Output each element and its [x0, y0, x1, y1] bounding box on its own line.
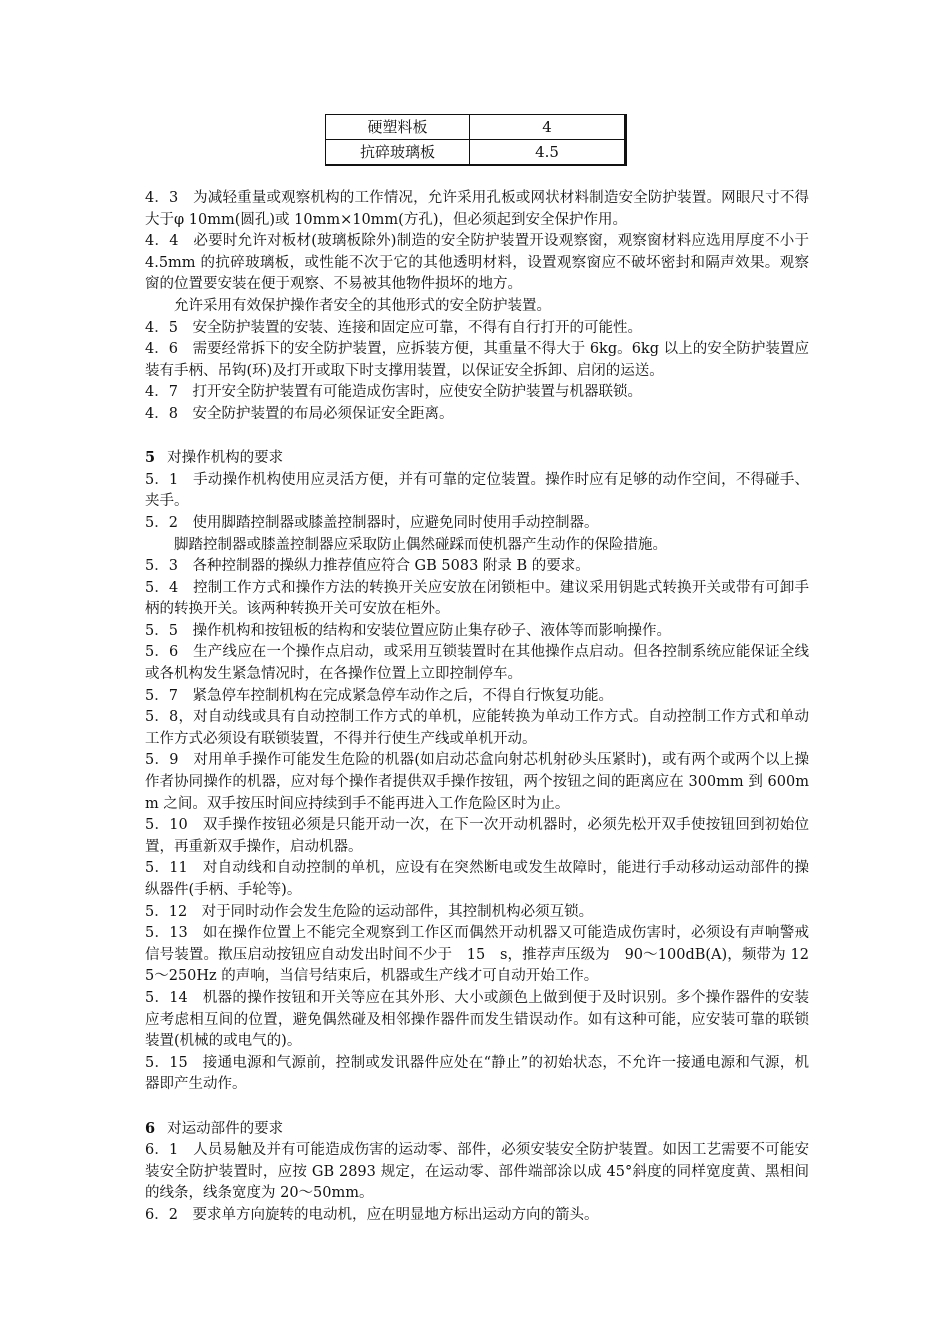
- material-thickness-table: [325, 114, 627, 166]
- clause-4-4: 4．4 必要时允许对板材(玻璃板除外)制造的安全防护装置开设观察窗，观察窗材料应选用厚度不小于 4.5mm 的抗碎玻璃板，或性能不次于它的其他透明材料，设置观察窗应不破坏密封和隔声效果。观察窗的位置要安装在便于观察、不易被其他物件损坏的地方。: [145, 233, 809, 293]
- section-title: 对运动部件的要求: [167, 1120, 284, 1137]
- clause-5-12: 5．12 对于同时动作会发生危险的运动部件，其控制机构必须互锁。: [145, 903, 594, 920]
- clause-4-4-note: 允许采用有效保护操作者安全的其他形式的安全防护装置。: [174, 297, 551, 314]
- clause-5-13: 5．13 如在操作位置上不能完全观察到工作区而偶然开动机器又可能造成伤害时，必须设有声响警戒信号装置。揿压启动按钮应自动发出时间不少于 15 s，推荐声压级为 90～100dB(A)，频带为 125～250Hz 的声响，当信号结束后，机器或生产线才可自动开始工作。: [145, 925, 809, 985]
- clause-5-2: 5．2 使用脚踏控制器或膝盖控制器时，应避免同时使用手动控制器。: [145, 514, 599, 531]
- clause-5-4: 5．4 控制工作方式和操作方法的转换开关应安放在闭锁柜中。建议采用钥匙式转换开关或带有可卸手柄的转换开关。该两种转换开关可安放在柜外。: [145, 579, 809, 618]
- clause-5-1: 5．1 手动操作机构使用应灵活方便，并有可靠的定位装置。操作时应有足够的动作空间，不得碰手、夹手。: [145, 471, 809, 510]
- table-row: [326, 115, 626, 140]
- clause-5-15: 5．15 接通电源和气源前，控制或发讯器件应处在“静止”的初始状态，不允许一接通电源和气源，机器即产生动作。: [145, 1054, 809, 1093]
- clause-5-9: 5．9 对用单手操作可能发生危险的机器(如启动芯盒向射芯机射砂头压紧时)，或有两个或两个以上操作者协同操作的机器，应对每个操作者提供双手操作按钮，两个按钮之间的距离应在 300mm 到 600mm 之间。双手按压时间应持续到手不能再进入工作危险区时为止。: [145, 752, 809, 812]
- section-title: 对操作机构的要求: [167, 450, 284, 467]
- clause-4-8: 4．8 安全防护装置的布局必须保证安全距离。: [145, 405, 454, 422]
- table-cell-value: 4: [470, 115, 626, 140]
- table-row: [326, 140, 626, 166]
- clause-5-3: 5．3 各种控制器的操纵力推荐值应符合 GB 5083 附录 B 的要求。: [145, 558, 590, 575]
- clause-4-6: 4．6 需要经常拆下的安全防护装置，应拆装方便，其重量不得大于 6kg。6kg 以上的安全防护装置应装有手柄、吊钩(环)及打开或取下时支撑用装置，以保证安全拆卸、启闭的运送。: [145, 341, 809, 379]
- clause-5-11: 5．11 对自动线和自动控制的单机，应设有在突然断电或发生故障时，能进行手动移动运动部件的操纵器件(手柄、手轮等)。: [145, 860, 809, 898]
- clause-4-7: 4．7 打开安全防护装置有可能造成伤害时，应使安全防护装置与机器联锁。: [145, 384, 642, 401]
- clause-5-2-note: 脚踏控制器或膝盖控制器应采取防止偶然碰踩而使机器产生动作的保险措施。: [174, 536, 667, 553]
- table-cell-material: 抗碎玻璃板: [326, 140, 470, 166]
- section-5-heading: [145, 447, 809, 470]
- clause-5-5: 5．5 操作机构和按钮板的结构和安装位置应防止集存砂子、液体等而影响操作。: [145, 622, 671, 639]
- table-cell-material: 硬塑料板: [326, 115, 470, 140]
- document-body: [145, 188, 809, 1227]
- clause-5-8: 5．8，对自动线或具有自动控制工作方式的单机，应能转换为单动工作方式。自动控制工作方式和单动工作方式必须设有联锁装置，不得并行使生产线或单机开动。: [145, 709, 809, 747]
- clause-5-14: 5．14 机器的操作按钮和开关等应在其外形、大小或颜色上做到便于及时识别。多个操作器件的安装应考虑相互间的位置，避免偶然碰及相邻操作器件而发生错误动作。如有这种可能，应安装可靠的联锁装置(机械的或电气的)。: [145, 989, 809, 1050]
- clause-5-10: 5．10 双手操作按钮必须是只能开动一次，在下一次开动机器时，必须先松开双手使按钮回到初始位置，再重新双手操作，启动机器。: [145, 817, 809, 855]
- clause-4-3: 4．3 为减轻重量或观察机构的工作情况，允许采用孔板或网状材料制造安全防护装置。网眼尺寸不得大于φ 10mm(圆孔)或 10mm×10mm(方孔)，但必须起到安全保护作用。: [145, 190, 809, 228]
- table-cell-value: 4.5: [470, 140, 626, 166]
- section-number: 6: [145, 1119, 156, 1137]
- clause-5-6: 5．6 生产线应在一个操作点启动，或采用互锁装置时在其他操作点启动。但各控制系统应能保证全线或各机构发生紧急情况时，在各操作位置上立即控制停车。: [145, 644, 809, 683]
- clause-5-7: 5．7 紧急停车控制机构在完成紧急停车动作之后，不得自行恢复功能。: [145, 687, 613, 704]
- section-number: 5: [145, 449, 156, 467]
- section-6-heading: [145, 1118, 809, 1141]
- clause-4-5: 4．5 安全防护装置的安装、连接和固定应可靠，不得有自行打开的可能性。: [145, 319, 642, 336]
- clause-6-2: 6．2 要求单方向旋转的电动机，应在明显地方标出运动方向的箭头。: [145, 1206, 599, 1223]
- clause-6-1: 6．1 人员易触及并有可能造成伤害的运动零、部件，必须安装安全防护装置。如因工艺需要不可能安装安全防护装置时，应按 GB 2893 规定，在运动零、部件端部涂以成 45°斜度的同样宽度黄、黑相间的线条，线条宽度为 20～50mm。: [145, 1142, 809, 1202]
